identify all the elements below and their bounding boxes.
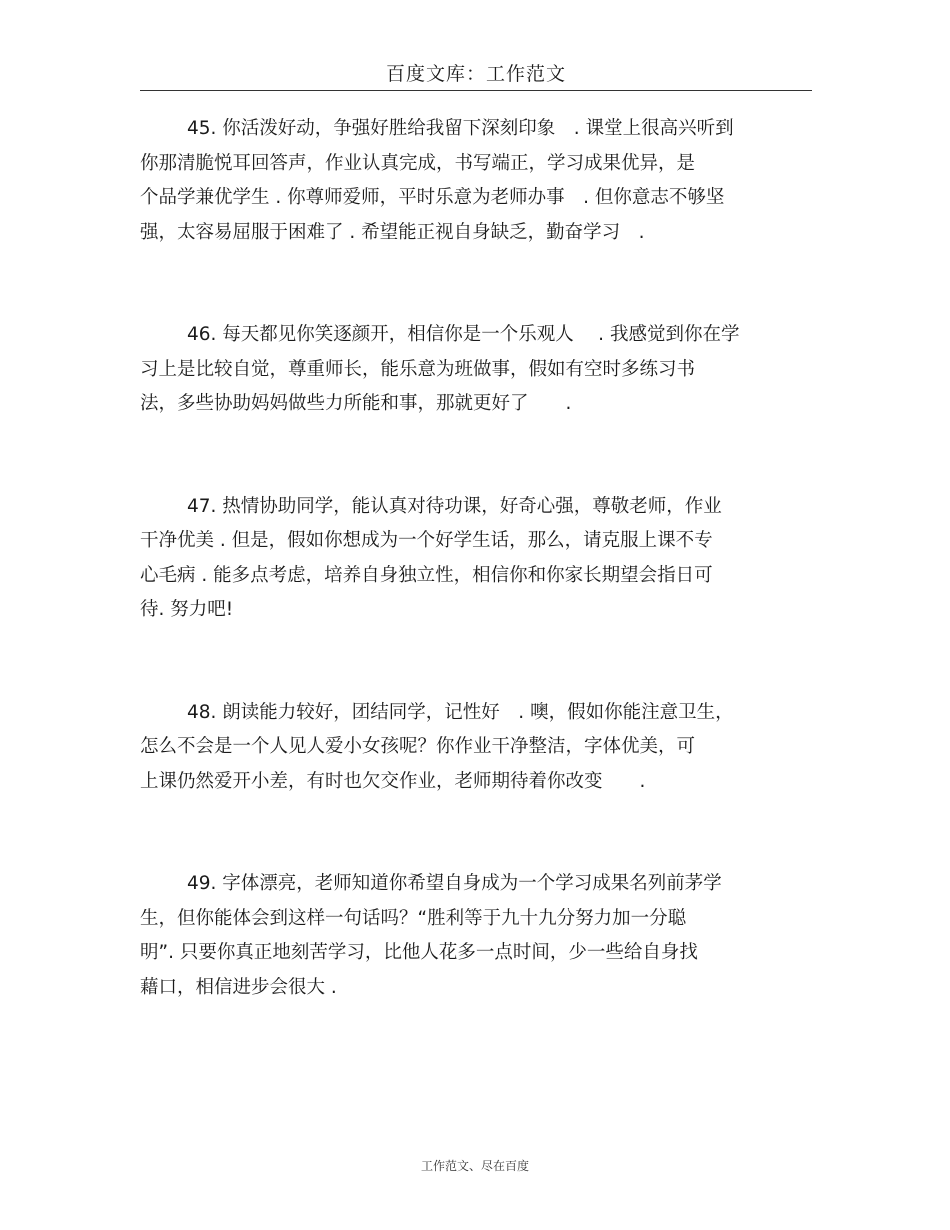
paragraph-line: 46. 每天都见你笑逐颜开，相信你是一个乐观人 . 我感觉到你在学 bbox=[187, 324, 740, 345]
page-footer bbox=[0, 1158, 950, 1174]
paragraph-line: 习上是比较自觉，尊重师长，能乐意为班做事，假如有空时多练习书 bbox=[140, 358, 696, 380]
paragraph-49 bbox=[140, 867, 812, 1005]
paragraph-line: 45. 你活泼好动，争强好胜给我留下深刻印象 . 课堂上很高兴听到 bbox=[187, 118, 734, 139]
page-header bbox=[140, 60, 812, 91]
paragraph-45 bbox=[140, 112, 812, 250]
paragraph-line: 明”. 只要你真正地刻苦学习，比他人花多一点时间，少一些给自身找 bbox=[140, 942, 698, 963]
paragraph-line: 待. 努力吧! bbox=[140, 599, 234, 620]
paragraph-line: 藉口，相信进步会很大 . bbox=[140, 976, 337, 998]
paragraph-line: 48. 朗读能力较好，团结同学，记性好 . 噢，假如你能注意卫生， bbox=[187, 701, 734, 723]
paragraph-48 bbox=[140, 696, 812, 800]
paragraph-line: 上课仍然爱开小差，有时也欠交作业，老师期待着你改变 . bbox=[140, 770, 646, 792]
paragraph-line: 49. 字体漂亮，老师知道你希望自身成为一个学习成果名列前茅学 bbox=[187, 873, 722, 894]
paragraph-46 bbox=[140, 318, 812, 422]
paragraph-line: 心毛病 . 能多点考虑，培养自身独立性，相信你和你家长期望会指日可 bbox=[140, 564, 713, 586]
document-body bbox=[140, 112, 812, 1073]
paragraph-line: 个品学兼优学生 . 你尊师爱师，平时乐意为老师办事 . 但你意志不够坚 bbox=[140, 187, 725, 208]
paragraph-line: 47. 热情协助同学，能认真对待功课，好奇心强，尊敬老师，作业 bbox=[187, 495, 722, 517]
paragraph-line: 怎么不会是一个人见人爱小女孩呢？你作业干净整洁，字体优美，可 bbox=[140, 736, 696, 757]
paragraph-line: 干净优美 . 但是，假如你想成为一个好学生话，那么，请克服上课不专 bbox=[140, 530, 713, 551]
paragraph-47 bbox=[140, 490, 812, 628]
paragraph-line: 法，多些协助妈妈做些力所能和事，那就更好了 . bbox=[140, 393, 572, 414]
header-title: 百度文库：工作范文 bbox=[385, 63, 566, 85]
paragraph-line: 生，但你能体会到这样一句话吗？“胜利等于九十九分努力加一分聪 bbox=[140, 907, 687, 929]
paragraph-line: 你那清脆悦耳回答声，作业认真完成，书写端正，学习成果优异，是 bbox=[140, 152, 696, 174]
footer-text: 工作范文、尽在百度 bbox=[420, 1159, 529, 1173]
paragraph-line: 强，太容易屈服于困难了 . 希望能正视自身缺乏，勤奋学习 . bbox=[140, 221, 645, 243]
